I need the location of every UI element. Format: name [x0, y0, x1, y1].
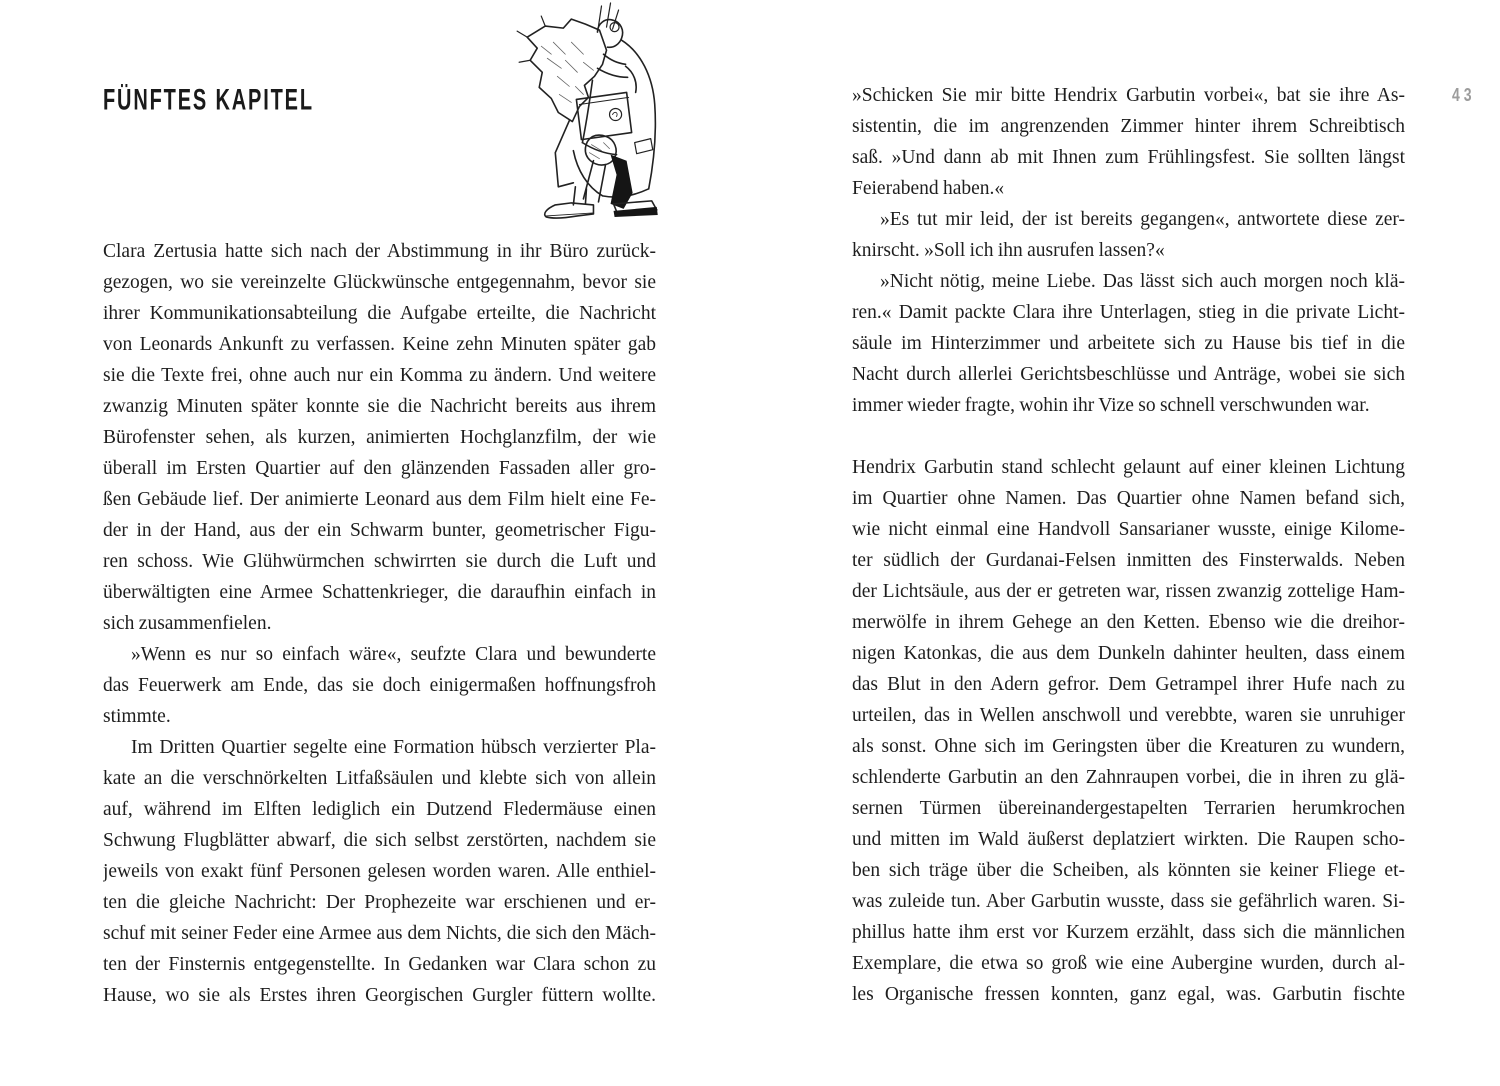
text-line: stimmte.	[103, 706, 171, 727]
text-line: »Schicken Sie mir bitte Hendrix Garbutin vorbei«, bat sie ihre As-	[852, 85, 1405, 106]
left-page-text	[103, 236, 656, 1011]
text-line: ren.« Damit packte Clara ihre Unterlagen, stieg in die private Licht-	[852, 302, 1405, 323]
text-line: sistentin, die im angrenzenden Zimmer hinter ihrem Schreibtisch	[852, 116, 1405, 137]
text-line: das Feuerwerk am Ende, das sie doch einigermaßen hoffnungsfroh	[103, 675, 656, 696]
text-line: les Organische fressen konnten, ganz egal, was. Garbutin fischte	[852, 984, 1405, 1005]
text-line: und mitten im Wald äußerst deplatziert wirkten. Die Raupen scho-	[852, 829, 1405, 850]
text-line: ren schoss. Wie Glühwürmchen schwirrten sie durch die Luft und	[103, 551, 656, 572]
text-line: phillus hatte ihm erst vor Kurzem erzählt, dass sich die männlichen	[852, 922, 1405, 943]
text-line: überall im Ersten Quartier auf den glänzenden Fassaden aller gro-	[103, 458, 656, 479]
text-line: Bürofenster sehen, als kurzen, animierten Hochglanzfilm, der wie	[103, 427, 656, 448]
text-line: jeweils von exakt fünf Personen gelesen worden waren. Alle enthiel-	[103, 861, 656, 882]
text-line: ten die gleiche Nachricht: Der Prophezeite war erschienen und er-	[103, 892, 656, 913]
text-line: ben sich träge über die Scheiben, als könnten sie keiner Fliege et-	[852, 860, 1405, 881]
text-line: ßen Gebäude lief. Der animierte Leonard aus dem Film hielt eine Fe-	[103, 489, 656, 510]
text-line: urteilen, das in Wellen anschwoll und verebbte, waren sie unruhiger	[852, 705, 1405, 726]
text-line: schlenderte Garbutin an den Zahnraupen vorbei, die in ihren zu glä-	[852, 767, 1405, 788]
text-line: immer wieder fragte, wohin ihr Vize so schnell verschwunden war.	[852, 395, 1370, 416]
text-line: säule im Hinterzimmer und arbeitete sich zu Hause bis tief in die	[852, 333, 1405, 354]
text-line: ten der Finsternis entgegenstellte. In Gedanken war Clara schon zu	[103, 954, 656, 975]
text-line: ihrer Kommunikationsabteilung die Aufgabe erteilte, die Nachricht	[103, 303, 656, 324]
text-line: wie nicht einmal eine Handvoll Sansarianer wusste, einige Kilome-	[852, 519, 1405, 540]
text-line: der Lichtsäule, aus der er getreten war, rissen zwanzig zottelige Ham-	[852, 581, 1405, 602]
text-line: zwanzig Minuten später konnte sie die Nachricht bereits aus ihrem	[103, 396, 656, 417]
text-line: nigen Katonkas, die aus dem Dunkeln dahinter heulten, dass einem	[852, 643, 1405, 664]
text-line: sich zusammenfielen.	[103, 613, 272, 634]
text-line: im Quartier ohne Namen. Das Quartier ohne Namen befand sich,	[852, 488, 1405, 509]
text-line: merwölfe in ihrem Gehege an den Ketten. Ebenso wie die dreihor-	[852, 612, 1405, 633]
text-line: Schwung Flugblätter abwarf, die sich selbst zerstörten, nachdem sie	[103, 830, 656, 851]
text-line: Nacht durch allerlei Gerichtsbeschlüsse und Anträge, wobei sie sich	[852, 364, 1405, 385]
text-line: von Leonards Ankunft zu verfassen. Keine zehn Minuten später gab	[103, 334, 656, 355]
text-line: ter südlich der Gurdanai-Felsen inmitten des Finsterwalds. Neben	[852, 550, 1405, 571]
text-line: saß. »Und dann ab mit Ihnen zum Frühlingsfest. Sie sollten längst	[852, 147, 1405, 168]
text-line: auf, während im Elften lediglich ein Dutzend Fledermäuse einen	[103, 799, 656, 820]
text-line: sie die Texte frei, ohne auch nur ein Komma zu ändern. Und weitere	[103, 365, 656, 386]
text-line: überwältigten eine Armee Schattenkrieger, die daraufhin einfach in	[103, 582, 656, 603]
right-page-text	[852, 80, 1405, 1010]
text-line: gezogen, wo sie vereinzelte Glückwünsche entgegennahm, bevor sie	[103, 272, 656, 293]
text-line: was zuleide tun. Aber Garbutin wusste, dass sie gefährlich waren. Si-	[852, 891, 1405, 912]
text-line: Hendrix Garbutin stand schlecht gelaunt auf einer kleinen Lichtung	[852, 457, 1405, 478]
text-line: »Nicht nötig, meine Liebe. Das lässt sich auch morgen noch klä-	[880, 271, 1405, 292]
text-line: Feierabend haben.«	[852, 178, 1005, 199]
text-line: das Blut in den Adern gefror. Dem Getrampel ihrer Hufe nach zu	[852, 674, 1405, 695]
page-number: 43	[1452, 84, 1476, 105]
text-line: »Wenn es nur so einfach wäre«, seufzte Clara und bewunderte	[131, 644, 656, 665]
text-line: sernen Türmen übereinandergestapelten Terrarien herumkrochen	[852, 798, 1405, 819]
text-line: als sonst. Ohne sich im Geringsten über die Kreaturen zu wundern,	[852, 736, 1405, 757]
text-line: Im Dritten Quartier segelte eine Formation hübsch verzierter Pla-	[131, 737, 656, 758]
text-line: kate an die verschnörkelten Litfaßsäulen und klebte sich von allein	[103, 768, 656, 789]
chapter-heading: FÜNFTES KAPITEL	[103, 83, 314, 116]
text-line: schuf mit seiner Feder eine Armee aus dem Nichts, die sich den Mäch-	[103, 923, 656, 944]
text-line: Exemplare, die etwa so groß wie eine Aubergine wurden, durch al-	[852, 953, 1405, 974]
text-line: Clara Zertusia hatte sich nach der Abstimmung in ihr Büro zurück-	[103, 241, 656, 262]
text-line: knirscht. »Soll ich ihn ausrufen lassen?«	[852, 240, 1165, 261]
text-line: Hause, wo sie als Erstes ihren Georgischen Gurgler füttern wollte.	[103, 985, 656, 1006]
chapter-illustration	[512, 2, 690, 228]
text-line: »Es tut mir leid, der ist bereits gegangen«, antwortete diese zer-	[880, 209, 1405, 230]
text-line: der in der Hand, aus der ein Schwarm bunter, geometrischer Figu-	[103, 520, 656, 541]
